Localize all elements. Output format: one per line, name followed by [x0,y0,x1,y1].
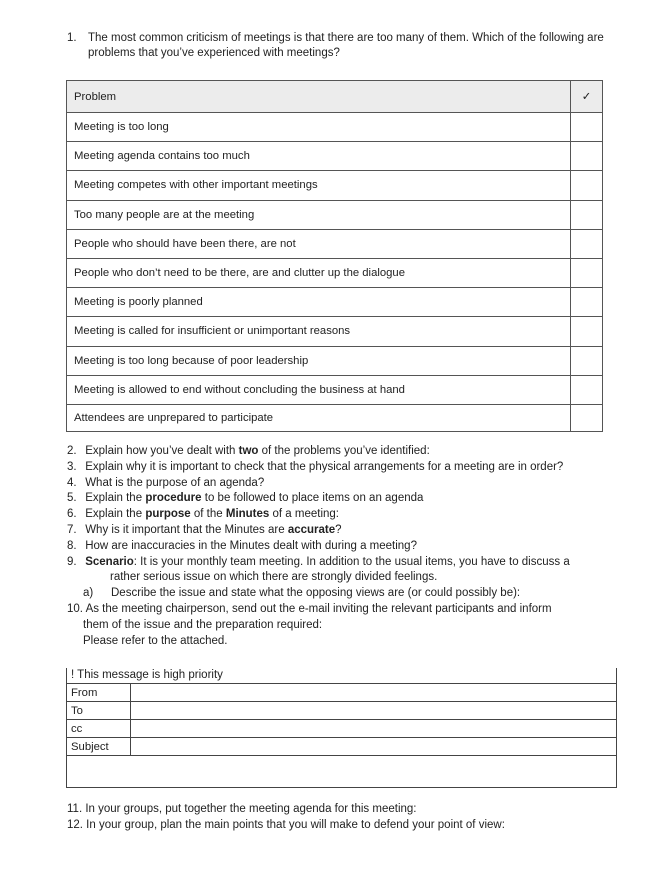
table-row [67,142,603,171]
problem-cell: Attendees are unprepared to participate [67,404,571,431]
problem-cell: Too many people are at the meeting [67,200,571,229]
email-header-fields [66,683,617,756]
table-row [67,171,603,200]
problems-table-header [67,81,603,113]
subject-label: Subject [67,738,131,756]
question-12: 12. In your group, plan the main points that you will make to defend your point of view: [67,819,505,831]
check-cell[interactable] [571,229,603,258]
email-body[interactable] [66,756,617,788]
check-cell[interactable] [571,200,603,229]
question-7: 7. Why is it important that the Minutes are accurate? [67,523,342,536]
question-5: 5. Explain the procedure to be followed to place items on an agenda [67,492,424,505]
to-row [67,702,617,720]
check-cell[interactable] [571,258,603,287]
check-cell[interactable] [571,113,603,142]
question-6: 6. Explain the purpose of the Minutes of a meeting: [67,508,339,521]
table-row [67,346,603,375]
priority-notice: ! This message is high priority [66,668,617,683]
question-11: 11. In your groups, put together the meeting agenda for this meeting: [67,803,417,815]
cc-field[interactable] [131,720,617,738]
check-cell[interactable] [571,142,603,171]
problem-cell: Meeting is called for insufficient or unimportant reasons [67,317,571,346]
to-field[interactable] [131,702,617,720]
subject-row [67,738,617,756]
check-cell[interactable] [571,171,603,200]
cc-label: cc [67,720,131,738]
from-label: From [67,684,131,702]
question-3: 3. Explain why it is important to check that the physical arrangements for a meeting are in order? [67,460,564,473]
question-10-line-3: Please refer to the attached. [83,634,228,647]
question-4: 4. What is the purpose of an agenda? [67,476,265,489]
to-label: To [67,702,131,720]
final-questions [67,801,505,833]
check-cell[interactable] [571,404,603,431]
problem-cell: Meeting is too long [67,113,571,142]
problem-cell: Meeting is poorly planned [67,288,571,317]
question-9-continued: rather serious issue on which there are strongly divided feelings. [110,571,438,584]
problems-table [66,80,603,432]
problem-cell: People who don’t need to be there, are and clutter up the dialogue [67,258,571,287]
check-column-header: ✓ [571,81,603,113]
table-row [67,229,603,258]
problem-cell: Meeting is too long because of poor leadership [67,346,571,375]
table-row [67,258,603,287]
check-cell[interactable] [571,375,603,404]
subject-field[interactable] [131,738,617,756]
table-row [67,317,603,346]
question-10: 10. As the meeting chairperson, send out the e-mail inviting the relevant participants and inform [67,602,552,615]
question-2: 2. Explain how you’ve dealt with two of the problems you’ve identified: [67,445,430,457]
table-row [67,113,603,142]
from-field[interactable] [131,684,617,702]
check-cell[interactable] [571,317,603,346]
question-list [67,444,607,649]
question-1-number: 1. [67,32,77,44]
problem-column-header: Problem [67,81,571,113]
problem-cell: People who should have been there, are not [67,229,571,258]
question-8: 8. How are inaccuracies in the Minutes dealt with during a meeting? [67,539,417,552]
problem-cell: Meeting competes with other important meetings [67,171,571,200]
table-row [67,375,603,404]
table-row [67,288,603,317]
question-9a: a) Describe the issue and state what the opposing views are (or could possibly be): [83,587,521,600]
table-row [67,404,603,431]
from-row [67,684,617,702]
problem-cell: Meeting is allowed to end without concluding the business at hand [67,375,571,404]
question-1-text: The most common criticism of meetings is that there are too many of them. Which of the following are problems that you’ve experienced with meetings? [88,32,604,59]
question-9: 9. Scenario: It is your monthly team meeting. In addition to the usual items, you have to discuss a [67,555,570,568]
email-form [66,668,617,788]
question-1 [67,31,607,61]
cc-row [67,720,617,738]
problem-cell: Meeting agenda contains too much [67,142,571,171]
check-cell[interactable] [571,288,603,317]
question-10-line-2: them of the issue and the preparation required: [83,618,323,631]
check-cell[interactable] [571,346,603,375]
table-row [67,200,603,229]
